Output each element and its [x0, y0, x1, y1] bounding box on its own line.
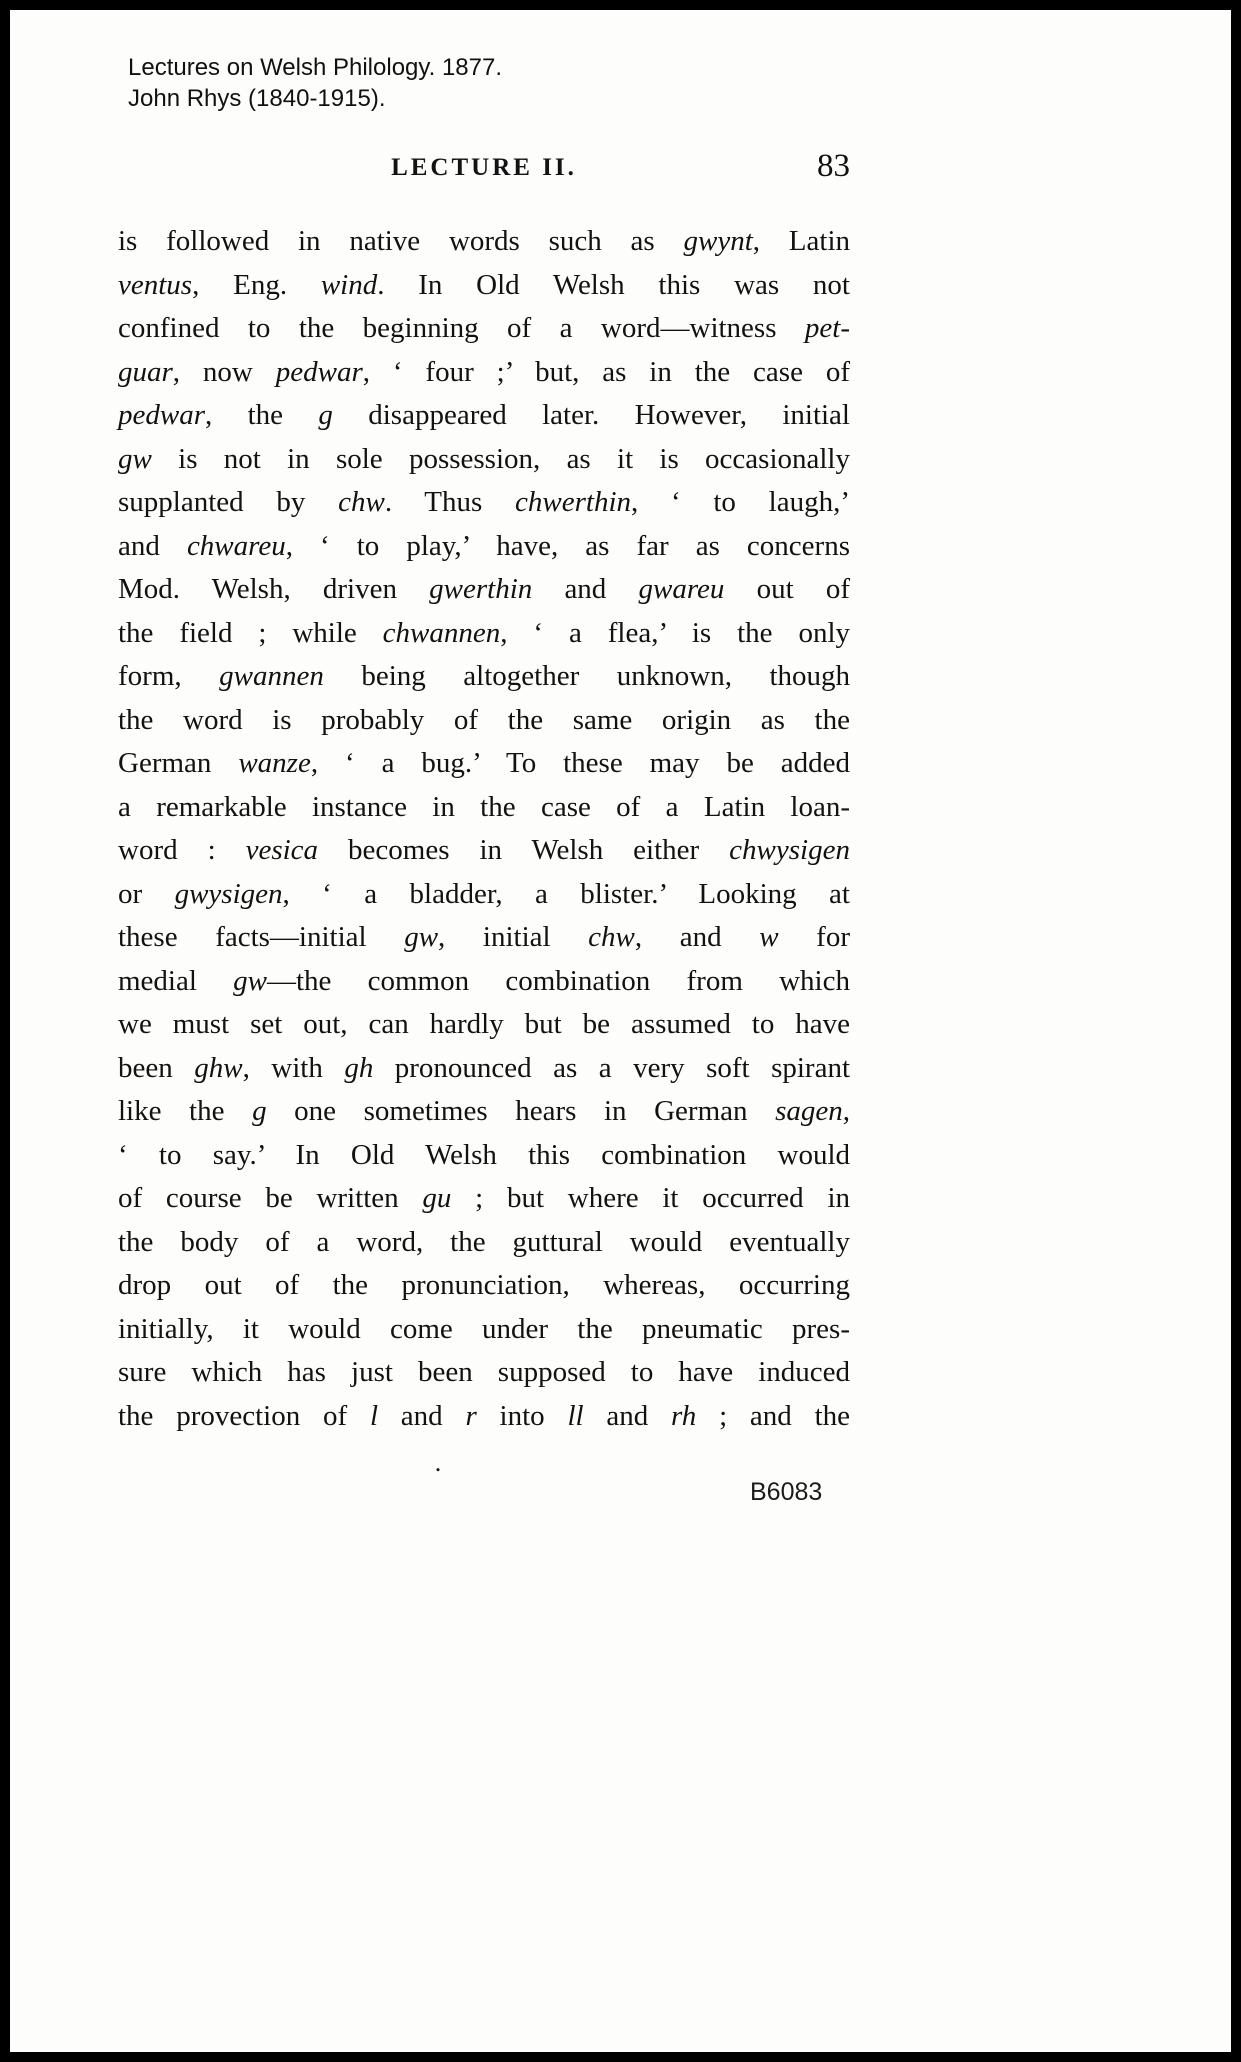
text-line: a remarkable instance in the case of a Latin loan-: [118, 790, 850, 823]
text-line: word : vesica becomes in Welsh either chwysigen: [118, 834, 850, 866]
annotation-line-author: John Rhys (1840-1915).: [128, 85, 386, 112]
text-line: is followed in native words such as gwynt, Latin: [118, 225, 851, 257]
text-line: and chwareu, ‘ to play,’ have, as far as concerns: [118, 529, 850, 562]
text-line: confined to the beginning of a word—witness pet-: [118, 312, 850, 344]
text-line: of course be written gu ; but where it occurred in: [118, 1182, 850, 1214]
text-line: initially, it would come under the pneumatic pres-: [118, 1312, 850, 1345]
shelf-mark: B6083: [750, 1478, 823, 1506]
printers-mark: .: [434, 1448, 442, 1477]
text-line: Mod. Welsh, driven gwerthin and gwareu out of: [118, 573, 851, 605]
text-line: drop out of the pronunciation, whereas, occurring: [118, 1269, 850, 1301]
text-line: the field ; while chwannen, ‘ a flea,’ is the only: [118, 616, 850, 649]
text-line: ventus, Eng. wind. In Old Welsh this was not: [118, 268, 850, 301]
text-line: the body of a word, the guttural would eventually: [118, 1225, 850, 1258]
text-line: or gwysigen, ‘ a bladder, a blister.’ Looking at: [118, 877, 850, 910]
text-line: pedwar, the g disappeared later. However, initial: [118, 399, 850, 431]
text-line: been ghw, with gh pronounced as a very soft spirant: [118, 1051, 851, 1084]
page-header: [118, 148, 850, 190]
text-line: these facts—initial gw, initial chw, and w for: [118, 921, 850, 953]
librarian-annotation: [128, 52, 502, 114]
text-line: German wanze, ‘ a bug.’ To these may be added: [118, 747, 850, 779]
body-text: [118, 220, 850, 1438]
text-line: like the g one sometimes hears in German sagen,: [118, 1095, 851, 1127]
text-line: the provection of l and r into ll and rh ; and the: [118, 1399, 851, 1432]
text-line: supplanted by chw. Thus chwerthin, ‘ to laugh,’: [118, 486, 850, 518]
lecture-title: LECTURE II.: [391, 154, 577, 181]
text-line: sure which has just been supposed to have induced: [118, 1356, 850, 1388]
text-line: medial gw—the common combination from which: [118, 964, 850, 997]
text-line: ‘ to say.’ In Old Welsh this combination would: [118, 1138, 850, 1171]
text-line: we must set out, can hardly but be assumed to have: [118, 1008, 850, 1040]
annotation-line-title: Lectures on Welsh Philology. 1877.: [128, 54, 503, 81]
text-line: form, gwannen being altogether unknown, though: [118, 660, 851, 692]
text-line: guar, now pedwar, ‘ four ;’ but, as in the case of: [118, 355, 850, 388]
text-line: the word is probably of the same origin as the: [118, 703, 850, 736]
book-page: [10, 10, 1231, 2052]
page-number: 83: [817, 148, 850, 184]
text-line: gw is not in sole possession, as it is occasionally: [118, 442, 850, 475]
